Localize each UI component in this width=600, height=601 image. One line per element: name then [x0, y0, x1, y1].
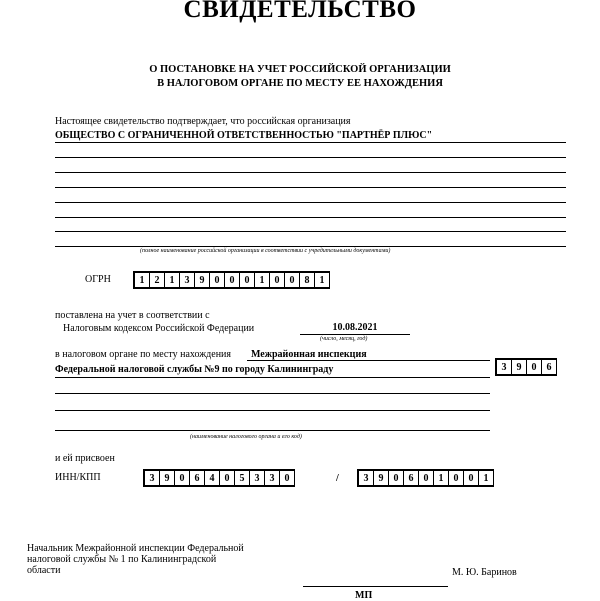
- ogrn-digit: 3: [179, 272, 195, 288]
- signer-title-line3: области: [27, 565, 61, 576]
- inn-digit: 6: [189, 470, 205, 486]
- org-line: [55, 231, 566, 232]
- inn-digit: 4: [204, 470, 220, 486]
- org-line: [55, 217, 566, 218]
- ogrn-digit: 9: [194, 272, 210, 288]
- inn-digit: 9: [159, 470, 175, 486]
- tax-authority-line: [55, 410, 490, 411]
- assigned-label: и ей присвоен: [55, 453, 115, 464]
- tax-authority-line: [55, 393, 490, 394]
- tax-authority-line: [247, 360, 490, 361]
- kpp-digit: 0: [448, 470, 464, 486]
- ogrn-digit: 1: [164, 272, 180, 288]
- inn-digit: 0: [279, 470, 295, 486]
- organization-name: ОБЩЕСТВО С ОГРАНИЧЕННОЙ ОТВЕТСТВЕННОСТЬЮ "ПАРТНЁР ПЛЮС": [55, 130, 433, 141]
- intro-text: Настоящее свидетельство подтверждает, что российская организация: [55, 116, 351, 127]
- tax-authority-line: [55, 377, 490, 378]
- org-line: [55, 187, 566, 188]
- kpp-digit: 0: [463, 470, 479, 486]
- kpp-digit: 1: [433, 470, 449, 486]
- inn-digit: 0: [219, 470, 235, 486]
- tax-code-digit: 9: [511, 359, 527, 375]
- ogrn-digit: 2: [149, 272, 165, 288]
- org-line: [55, 246, 566, 247]
- document-title: СВИДЕТЕЛЬСТВО: [183, 0, 417, 23]
- org-line: [55, 157, 566, 158]
- document-subtitle-line1: О ПОСТАНОВКЕ НА УЧЕТ РОССИЙСКОЙ ОРГАНИЗАЦИИ: [149, 64, 451, 75]
- stamp-label: МП: [355, 590, 373, 601]
- ogrn-digit: 0: [224, 272, 240, 288]
- tax-authority-name-part2: Федеральной налоговой службы №9 по городу Калининграду: [55, 364, 334, 375]
- inn-boxes: [143, 469, 295, 487]
- registered-text-line2: Налоговым кодексом Российской Федерации: [63, 323, 255, 334]
- ogrn-digit: 1: [254, 272, 270, 288]
- signer-name: М. Ю. Баринов: [452, 567, 517, 578]
- kpp-digit: 0: [418, 470, 434, 486]
- ogrn-digit: 1: [134, 272, 150, 288]
- registration-date: 10.08.2021: [332, 322, 378, 333]
- tax-code-digit: 3: [496, 359, 512, 375]
- date-caption: (число, месяц, год): [320, 336, 368, 342]
- ogrn-digit: 0: [209, 272, 225, 288]
- ogrn-label: ОГРН: [85, 274, 111, 285]
- tax-authority-name-part1: Межрайонная инспекция: [251, 349, 367, 360]
- ogrn-digit: 0: [269, 272, 285, 288]
- signature-line: [303, 586, 448, 587]
- org-line: [55, 142, 566, 143]
- registered-text-line1: поставлена на учет в соответствии с: [55, 310, 210, 321]
- ogrn-digit: 1: [314, 272, 330, 288]
- document-subtitle-line2: В НАЛОГОВОМ ОРГАНЕ ПО МЕСТУ ЕЕ НАХОЖДЕНИЯ: [157, 78, 443, 89]
- org-name-caption: (полное наименование российской организации в соответствии с учредительными документами): [140, 248, 391, 254]
- date-line: [300, 334, 410, 335]
- inn-digit: 3: [144, 470, 160, 486]
- org-line: [55, 172, 566, 173]
- signer-title-line1: Начальник Межрайонной инспекции Федеральной: [27, 543, 244, 554]
- kpp-digit: 3: [358, 470, 374, 486]
- tax-code-digit: 6: [541, 359, 557, 375]
- kpp-digit: 0: [388, 470, 404, 486]
- inn-kpp-label: ИНН/КПП: [55, 472, 101, 483]
- kpp-digit: 6: [403, 470, 419, 486]
- inn-kpp-separator: /: [336, 473, 339, 484]
- kpp-digit: 1: [478, 470, 494, 486]
- inn-digit: 0: [174, 470, 190, 486]
- inn-digit: 3: [264, 470, 280, 486]
- signer-title-line2: налоговой службы № 1 по Калининградской: [27, 554, 217, 565]
- org-line: [55, 202, 566, 203]
- tax-authority-line: [55, 430, 490, 431]
- tax-code-digit: 0: [526, 359, 542, 375]
- tax-code-boxes: [495, 358, 557, 376]
- ogrn-digit: 8: [299, 272, 315, 288]
- tax-authority-label: в налоговом органе по месту нахождения: [55, 349, 232, 360]
- inn-digit: 5: [234, 470, 250, 486]
- kpp-boxes: [357, 469, 494, 487]
- kpp-digit: 9: [373, 470, 389, 486]
- inn-digit: 3: [249, 470, 265, 486]
- ogrn-digit: 0: [239, 272, 255, 288]
- ogrn-boxes: [133, 271, 330, 289]
- tax-authority-caption: (наименование налогового органа и его код): [190, 434, 302, 440]
- ogrn-digit: 0: [284, 272, 300, 288]
